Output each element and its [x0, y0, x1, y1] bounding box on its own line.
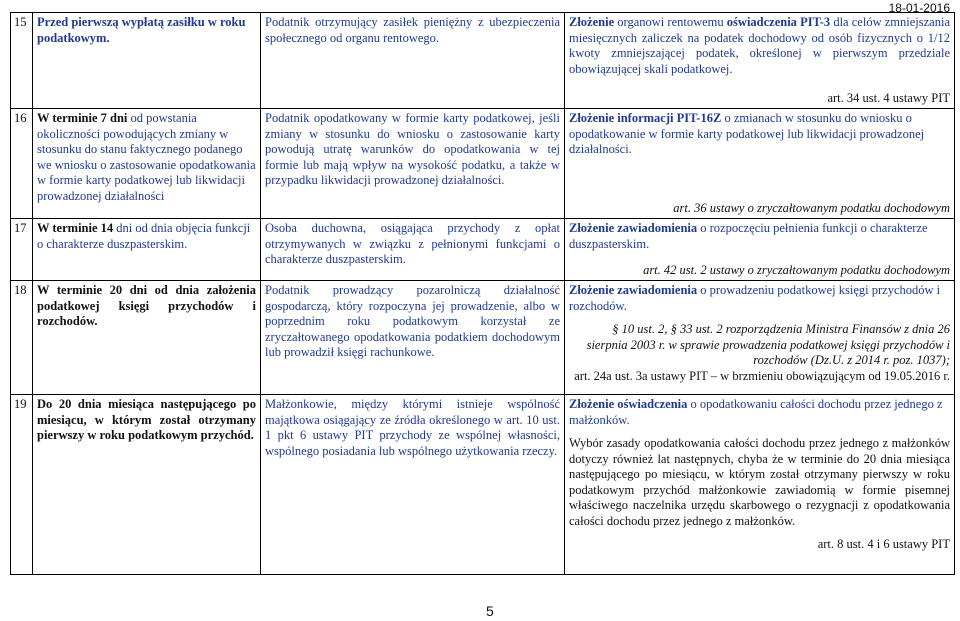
- legal-reference: art. 34 ust. 4 ustawy PIT: [827, 90, 950, 105]
- action-lead: Złożenie zawiadomienia: [569, 221, 698, 235]
- deadline-cell: [33, 219, 261, 281]
- legal-reference: art. 24a ust. 3a ustawy PIT – w brzmieniu obowiązującym od 19.05.2016 r.: [574, 368, 950, 383]
- row-number: 19: [11, 395, 33, 575]
- deadline-bold: W terminie 14: [37, 221, 114, 235]
- action-text: organowi rentowemu: [614, 15, 727, 29]
- table-row: [11, 109, 955, 219]
- document-date: 18-01-2016: [888, 1, 950, 15]
- deadline-cell: [33, 109, 261, 219]
- action-text: o prowadzeniu podatkowej księgi przychodów i rozchodów.: [569, 283, 941, 313]
- action-bold: oświadczenia PIT-3: [726, 15, 831, 29]
- deadline-bold: W terminie 7 dni: [37, 111, 128, 125]
- action-lead: Złożenie: [569, 15, 615, 29]
- action-lead: Złożenie zawiadomienia: [569, 283, 698, 297]
- subject-cell: Osoba duchowna, osiągająca przychody z opłat otrzymywanych w związku z pełnionymi funkcjami o charakterze duszpasterskim.: [261, 219, 565, 281]
- deadline-bold: W terminie 20 dni od dnia założenia podatkowej księgi przychodów i rozchodów.: [37, 283, 256, 328]
- tax-deadlines-table: [10, 12, 955, 575]
- action-lead: Złożenie oświadczenia: [569, 397, 688, 411]
- action-cell: [565, 395, 955, 575]
- legal-reference: § 10 ust. 2, § 33 ust. 2 rozporządzenia Ministra Finansów z dnia 26 sierpnia 2003 r. w sprawie prowadzenia podatkowej księgi przychodów i rozchodów (Dz.U. z 2014 r. poz. 1037);: [586, 322, 950, 367]
- subject-cell: [261, 13, 565, 109]
- deadline-text: Przed pierwszą wypłatą zasiłku w roku podatkowym.: [37, 15, 246, 45]
- deadline-text: od powstania okoliczności powodujących zmiany w stosunku do stanu faktycznego podanego we wniosku o zastosowanie opodatkowania w formie karty podatkowej lub likwidacji prowadzonej działalności: [37, 111, 256, 203]
- subject-cell: Podatnik opodatkowany w formie karty podatkowej, jeśli zmiany w stosunku do wniosku o zastosowanie karty powodują utratę warunków do opodatkowania w tej formie lub mają wpływ na wysokość podatku, a także w przypadku likwidacji prowadzonej działalności.: [261, 109, 565, 219]
- action-paragraph: Wybór zasady opodatkowania całości dochodu przez jednego z małżonków dotyczy również lat następnych, chyba że w terminie do 20 dnia miesiąca następującego po miesiącu, w którym został otrzymany pierwszy w roku podatkowym przychód małżonkowie zawiadomią w formie pisemnej właściwego naczelnika urzędu skarbowego o rezygnacji z opodatkowania całości dochodu przez jednego z małżonków.: [569, 436, 950, 528]
- row-number: 15: [11, 13, 33, 109]
- deadline-cell: [33, 13, 261, 109]
- subject-text: Podatnik otrzymujący zasiłek pieniężny z ubezpieczenia społecznego od organu rentowego.: [265, 15, 560, 45]
- action-text: dla celów zmniejszania miesięcznych zaliczek na podatek dochodowy od osób fizycznych o 1/12 kwoty zmniejszającej podatek, określonej w pierwszym przedziale obowiązującej skali podatkowej.: [569, 15, 950, 76]
- table-row: [11, 395, 955, 575]
- action-cell: [565, 281, 955, 395]
- deadline-text: dni od dnia objęcia funkcji o charakterze duszpasterskim.: [37, 221, 251, 251]
- action-text: o zmianach w stosunku do wniosku o opodatkowanie w formie karty podatkowej lub likwidacji prowadzonej działalności.: [569, 111, 925, 156]
- deadline-cell: [33, 395, 261, 575]
- table-row: [11, 281, 955, 395]
- action-text: o opodatkowaniu całości dochodu przez jednego z małżonków.: [569, 397, 943, 427]
- table-row: [11, 219, 955, 281]
- legal-reference: art. 36 ustawy o zryczałtowanym podatku dochodowym: [673, 200, 950, 215]
- page-number: 5: [486, 603, 494, 619]
- action-cell: [565, 13, 955, 109]
- row-number: 18: [11, 281, 33, 395]
- subject-cell: Małżonkowie, między którymi istnieje wspólność majątkowa osiągający ze źródła określonego w art. 10 ust. 1 pkt 6 ustawy PIT przychody ze wspólnej własności, wspólnego posiadania lub wspólnego użytkowania rzeczy.: [261, 395, 565, 575]
- action-cell: [565, 219, 955, 281]
- deadline-cell: [33, 281, 261, 395]
- legal-reference: art. 8 ust. 4 i 6 ustawy PIT: [817, 537, 950, 551]
- row-number: 17: [11, 219, 33, 281]
- deadline-bold: Do 20 dnia miesiąca następującego po miesiącu, w którym został otrzymany pierwszy w roku podatkowym przychód.: [37, 397, 256, 442]
- action-text: o rozpoczęciu pełnienia funkcji o charakterze duszpasterskim.: [569, 221, 928, 251]
- row-number: 16: [11, 109, 33, 219]
- table-row: [11, 13, 955, 109]
- action-cell: [565, 109, 955, 219]
- subject-cell: Podatnik prowadzący pozarolniczą działalność gospodarczą, który rozpoczyna jej prowadzenie, albo w poprzednim roku podatkowym korzystał ze zryczałtowanego opodatkowania podatkiem dochodowym lub prowadził księgi rachunkowe.: [261, 281, 565, 395]
- legal-reference: art. 42 ust. 2 ustawy o zryczałtowanym podatku dochodowym: [643, 262, 950, 277]
- action-lead: Złożenie informacji PIT-16Z: [569, 111, 722, 125]
